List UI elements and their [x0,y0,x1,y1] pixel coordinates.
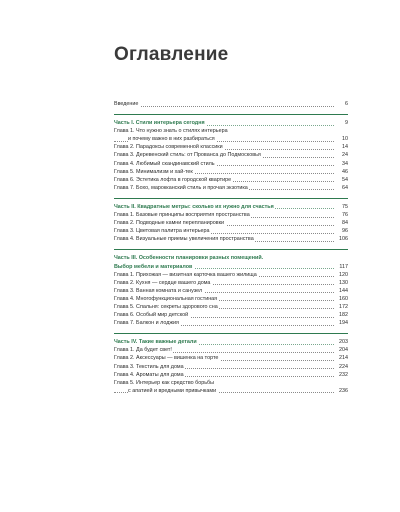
toc-entry-title: Часть I. Стили интерьера сегодня [114,120,205,127]
toc-entry[interactable] [114,227,348,235]
toc-entry[interactable] [114,168,348,176]
toc-entry-title: Глава 5. Спальня: секреты здорового сна [114,303,218,310]
toc-entry-title: Глава 2. Аксессуары — вишенка на торте [114,355,219,362]
toc-entry[interactable] [114,211,348,219]
toc-entry-title: Глава 1. Да будет свет! [114,347,172,354]
toc-entry[interactable] [114,287,348,295]
page-number: 236 [339,387,348,394]
toc-entry-title: Глава 3. Текстиль для дома [114,363,184,370]
page-number: 194 [339,320,348,327]
toc-entry-title: Глава 7. Бохо, марокканский стиль и прочая экзотика [114,184,248,191]
page-number: 106 [339,236,348,243]
toc-entry-title: Часть II. Квадратные метры: сколько их нужно для счастья [114,203,274,210]
toc-entry-title: Глава 4. Любимый скандинавский стиль [114,160,215,167]
toc-entry-title: Глава 1. Что нужно знать о стилях интерьера [114,128,228,135]
toc-entry-title: Глава 5. Интерьер как средство борьбы [114,379,214,386]
page-number: 10 [342,136,348,143]
toc-entry-title: Часть III. Особенности планировки разных помещений. [114,255,264,262]
toc-entry[interactable] [114,143,348,151]
toc-entry[interactable] [114,319,348,327]
toc-part-heading[interactable] [114,254,348,270]
toc-entry-title: с апатией и вредными привычками [128,387,217,394]
page-number: 34 [342,160,348,167]
toc-entry-title: Глава 4. Визуальные приемы увеличения пространства [114,236,254,243]
section-divider [114,198,348,199]
toc-entry[interactable] [114,311,348,319]
toc-entry-title: Глава 2. Парадоксы современной классики [114,144,223,151]
toc-entry-title: Глава 1. Базовые принципы восприятия пространства [114,212,250,219]
page-number: 144 [339,287,348,294]
toc-entry-title: Глава 4. Многофункциональная гостиная [114,295,218,302]
toc-entry[interactable] [114,176,348,184]
toc-entry[interactable] [114,219,348,227]
page-number: 224 [339,363,348,370]
page-number: 120 [339,271,348,278]
toc-entry[interactable] [114,127,348,143]
page-number: 117 [339,263,348,270]
toc-entry[interactable] [114,151,348,159]
page-number: 76 [342,212,348,219]
toc-entry-title: Выбор мебели и материалов [114,263,193,270]
page-number: 182 [339,312,348,319]
toc-entry-title: Часть IV. Такие важные детали [114,339,197,346]
toc-entry[interactable] [114,160,348,168]
toc-entry-title: Глава 3. Деревенский стиль: от Прованса до Подмосковья [114,152,261,159]
section-divider [114,114,348,115]
toc-entry-title: Глава 7. Балкон и лоджия [114,320,179,327]
toc-entry[interactable] [114,295,348,303]
toc-entry[interactable] [114,100,348,108]
page-number: 214 [339,355,348,362]
toc-entry[interactable] [114,379,348,395]
page-number: 6 [345,101,348,107]
page-number: 204 [339,347,348,354]
toc-entry-title: Глава 5. Минимализм и хай-тек [114,168,193,175]
page-number: 9 [345,120,348,127]
toc-entry[interactable] [114,346,348,354]
toc-entry[interactable] [114,371,348,379]
toc-entry-title: Глава 2. Кухня — сердце вашего дома [114,279,211,286]
page-number: 232 [339,371,348,378]
toc-entry[interactable] [114,363,348,371]
toc-entry-title: Глава 4. Ароматы для дома [114,371,184,378]
page-number: 96 [342,228,348,235]
toc-entry-title: Глава 6. Особый мир детской [114,312,189,319]
page-number: 64 [342,184,348,191]
toc-entry-title: Глава 1. Прихожая — визитная карточка вашего жилища [114,271,257,278]
section-divider [114,333,348,334]
toc-entry-title: Глава 3. Цветовая палитра интерьера [114,228,210,235]
toc-part-heading[interactable] [114,203,348,211]
toc-entry[interactable] [114,279,348,287]
toc-entry-title: Введение [114,101,139,107]
page-number: 14 [342,144,348,151]
page-number: 75 [342,203,348,210]
page-number: 160 [339,295,348,302]
toc-entry-title: Глава 3. Ванная комната и санузел [114,287,203,294]
page-number: 130 [339,279,348,286]
page-number: 172 [339,303,348,310]
toc-entry-title: Глава 2. Подводные камни перепланировки [114,220,224,227]
dot-leader [114,106,334,107]
page-number: 46 [342,168,348,175]
page-number: 84 [342,220,348,227]
toc-entry[interactable] [114,303,348,311]
toc-entry[interactable] [114,235,348,243]
table-of-contents [114,100,348,395]
toc-entry[interactable] [114,271,348,279]
toc-entry[interactable] [114,354,348,362]
toc-entry-title: и почему важно в них разбираться [128,136,215,143]
toc-part-heading[interactable] [114,119,348,127]
page-number: 54 [342,176,348,183]
toc-part-heading[interactable] [114,338,348,346]
section-divider [114,249,348,250]
page-number: 203 [339,339,348,346]
page-title: Оглавление [114,44,229,65]
page-number: 24 [342,152,348,159]
toc-entry-title: Глава 6. Эстетика лофта в городской квартире [114,176,232,183]
toc-entry[interactable] [114,184,348,192]
